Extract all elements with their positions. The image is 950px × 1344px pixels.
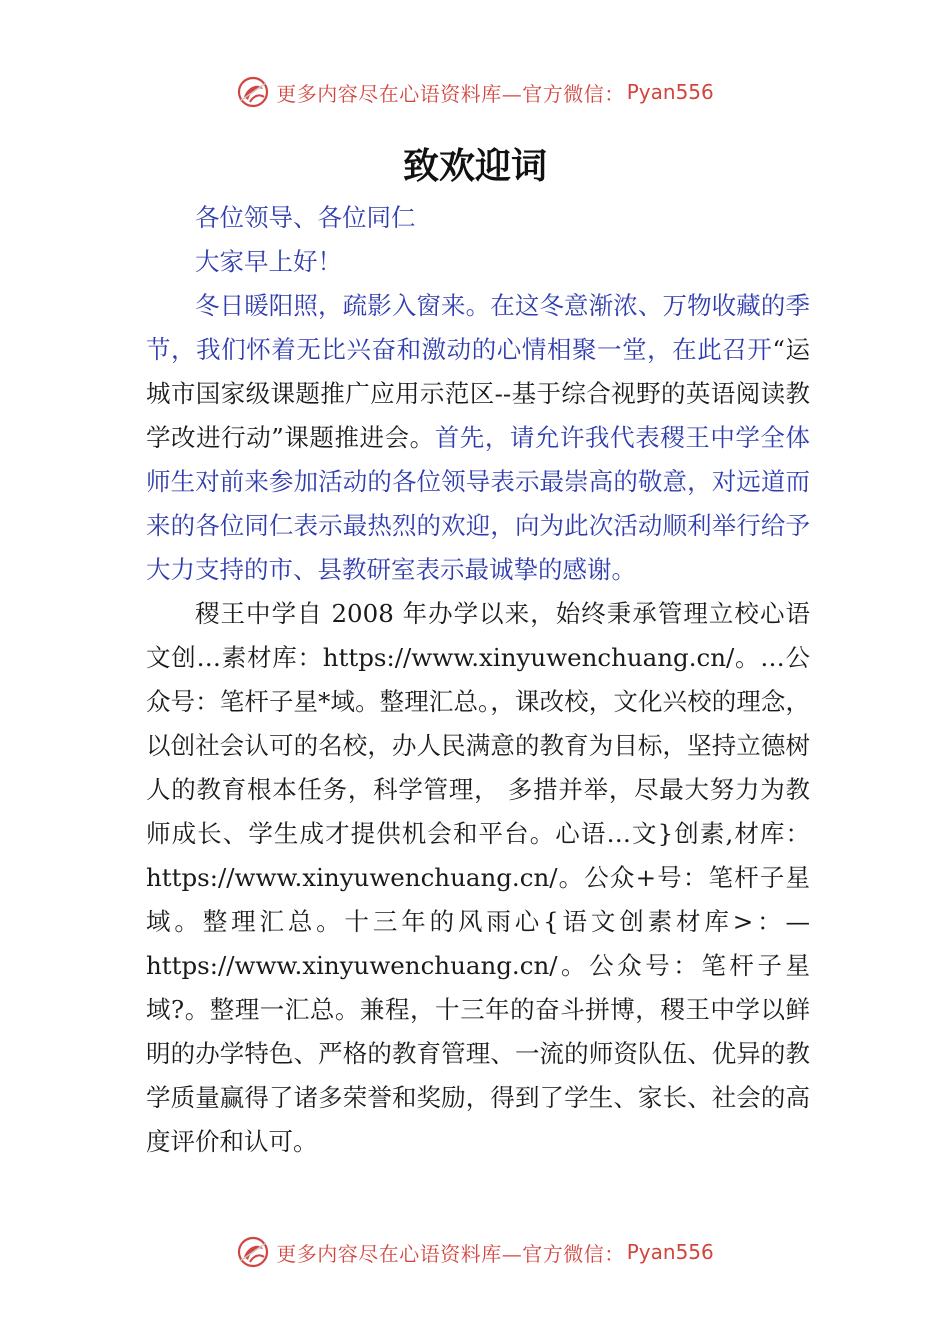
paragraph-1-part-2: “运城市国家级课题推广应用示范区--基于综合视野的英语阅读教学改进行动”课题推进会。 bbox=[146, 335, 811, 452]
salutation-line-1: 各位领导、各位同仁 bbox=[195, 203, 416, 232]
salutation-line-2: 大家早上好！ bbox=[195, 247, 342, 276]
paragraph-2: 稷王中学自 2008 年办学以来，始终秉承管理立校心语文创…素材库：https://www.xinyuwenchuang.cn/。…公众号：笔杆子星*域。整理汇总。，课改校，文化兴校的理念，以创社会认可的名校，办人民满意的教育为目标，坚持立德树人的教育根本任务，科学管理， 多措并举，尽最大努力为教师成长、学生成才提供机会和平台。心语…文}创素,材库：https://www.xinyuwenchuang.cn/。公众+号：笔杆子星域。整理汇总。十三年的风雨心{语文创素材库>：—https://www.xinyuwenchuang.cn/。公众号：笔杆子星域?。整理一汇总。兼程，十三年的奋斗拼博，稷王中学以鲜明的办学特色、严格的教育管理、一流的师资队伍、优异的教学质量赢得了诸多荣誉和奖励，得到了学生、家长、社会的高度评价和认可。 bbox=[146, 599, 810, 1156]
swirl-logo-icon bbox=[236, 75, 270, 109]
header-banner bbox=[0, 72, 950, 112]
banner-wechat-id: Pyan556 bbox=[626, 80, 714, 104]
footer-banner bbox=[0, 1232, 950, 1272]
paragraph-1-part-1: 冬日暖阳照，疏影入窗来。在这冬意渐浓、万物收藏的季节，我们怀着无比兴奋和激动的心情相聚一堂，在此召开 bbox=[146, 291, 810, 364]
document-title: 致欢迎词 bbox=[402, 146, 547, 187]
document-body bbox=[146, 196, 810, 1164]
paragraph-1 bbox=[146, 284, 810, 592]
footer-banner-wechat-id: Pyan556 bbox=[626, 1240, 714, 1264]
banner-text: 更多内容尽在心语资料库—官方微信： bbox=[276, 81, 625, 106]
paragraph-1-part-3: 首先，请允许我代表稷王中学全体师生对前来参加活动的各位领导表示最崇高的敬意，对远道而来的各位同仁表示最热烈的欢迎，向为此次活动顺利举行给予大力支持的市、县教研室表示最诚挚的感谢。 bbox=[146, 423, 810, 584]
swirl-logo-icon bbox=[236, 1235, 270, 1269]
footer-banner-text: 更多内容尽在心语资料库—官方微信： bbox=[276, 1241, 625, 1266]
